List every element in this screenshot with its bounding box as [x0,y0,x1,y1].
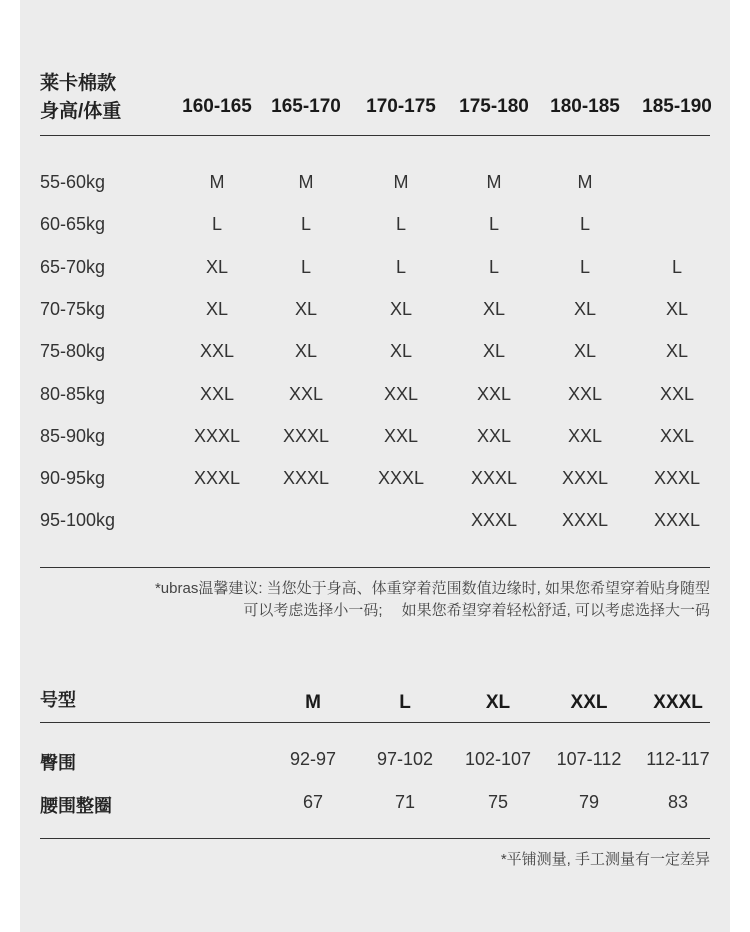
size-cell: M [209,172,225,192]
measurement-cell: 79 [578,792,600,812]
size-cell: XXL [659,384,695,404]
size-cell: XXL [199,384,235,404]
height-column-header: 180-185 [550,96,620,117]
size-cell: L [211,214,223,234]
size-cell: XXL [659,426,695,446]
size-cell: XXL [288,384,324,404]
size-cell: XXL [476,426,512,446]
size-cell: M [393,172,409,192]
measurement-note: *平铺测量, 手工测量有一定差异 [500,851,710,868]
size-cell: XXXL [193,468,241,488]
measurement-cell: 83 [667,792,689,812]
size-column-header: XXXL [653,692,703,713]
table-bottom-divider [40,567,710,568]
measurement-cell: 97-102 [376,749,434,769]
height-column-header: 165-170 [271,96,341,117]
size-cell: XXXL [282,426,330,446]
weight-row-label: 90-95kg [40,468,106,488]
size-cell: XL [573,299,597,319]
size-cell: XL [665,341,689,361]
size-cell: XXL [567,384,603,404]
size-cell: L [488,214,500,234]
weight-row-label: 75-80kg [40,341,106,361]
size-cell: XL [389,341,413,361]
size-cell: L [395,214,407,234]
table2-header-divider [40,722,710,723]
size-cell: XXXL [282,468,330,488]
size-cell: XL [482,299,506,319]
table2-title: 号型 [40,690,76,710]
size-cell: XXXL [470,468,518,488]
size-column-header: XL [485,692,511,713]
size-cell: XL [205,257,229,277]
size-cell: XXXL [377,468,425,488]
size-cell: L [579,257,591,277]
measurement-cell: 107-112 [556,749,622,769]
size-cell: XL [205,299,229,319]
size-chart-panel [20,0,730,932]
size-cell: M [486,172,502,192]
size-cell: L [671,257,683,277]
weight-row-label: 55-60kg [40,172,106,192]
size-advice-note-line1: *ubras温馨建议: 当您处于身高、体重穿着范围数值边缘时, 如果您希望穿着贴身随型 [154,580,710,597]
measurement-row-label: 腰围整圈 [40,796,112,816]
size-cell: XXL [476,384,512,404]
size-column-header: XXL [570,692,608,713]
size-cell: XL [665,299,689,319]
size-cell: XXXL [561,468,609,488]
size-column-header: L [399,692,411,713]
size-cell: XL [482,341,506,361]
table-corner-label: 身高/体重 [40,101,122,122]
size-cell: XXXL [653,510,701,530]
size-cell: XXXL [193,426,241,446]
size-cell: XXL [567,426,603,446]
weight-row-label: 70-75kg [40,299,106,319]
size-cell: XL [294,299,318,319]
weight-row-label: 95-100kg [40,510,116,530]
table-title: 莱卡棉款 [40,73,117,94]
size-cell: L [395,257,407,277]
measurement-cell: 75 [487,792,509,812]
size-cell: XXXL [470,510,518,530]
size-cell: L [300,214,312,234]
weight-row-label: 60-65kg [40,214,106,234]
measurement-cell: 71 [394,792,416,812]
size-cell: XXL [199,341,235,361]
size-cell: XXL [383,426,419,446]
measurement-cell: 102-107 [464,749,532,769]
size-cell: M [577,172,593,192]
size-column-header: M [305,692,321,713]
measurement-cell: 112-117 [646,749,710,769]
height-column-header: 160-165 [182,96,252,117]
measurement-row-label: 臀围 [40,753,76,773]
size-cell: M [298,172,314,192]
weight-row-label: 65-70kg [40,257,106,277]
size-cell: XL [573,341,597,361]
size-cell: L [579,214,591,234]
header-divider [40,135,710,136]
height-column-header: 185-190 [642,96,712,117]
size-cell: XL [389,299,413,319]
weight-row-label: 80-85kg [40,384,106,404]
size-cell: XXL [383,384,419,404]
size-cell: L [488,257,500,277]
table2-bottom-divider [40,838,710,839]
weight-row-label: 85-90kg [40,426,106,446]
size-cell: XXXL [653,468,701,488]
measurement-cell: 92-97 [289,749,337,769]
measurement-cell: 67 [302,792,324,812]
height-column-header: 170-175 [366,96,436,117]
size-cell: XXXL [561,510,609,530]
size-cell: L [300,257,312,277]
size-cell: XL [294,341,318,361]
height-column-header: 175-180 [459,96,529,117]
size-advice-note-line2: 可以考虑选择小一码; 如果您希望穿着轻松舒适, 可以考虑选择大一码 [243,602,710,619]
